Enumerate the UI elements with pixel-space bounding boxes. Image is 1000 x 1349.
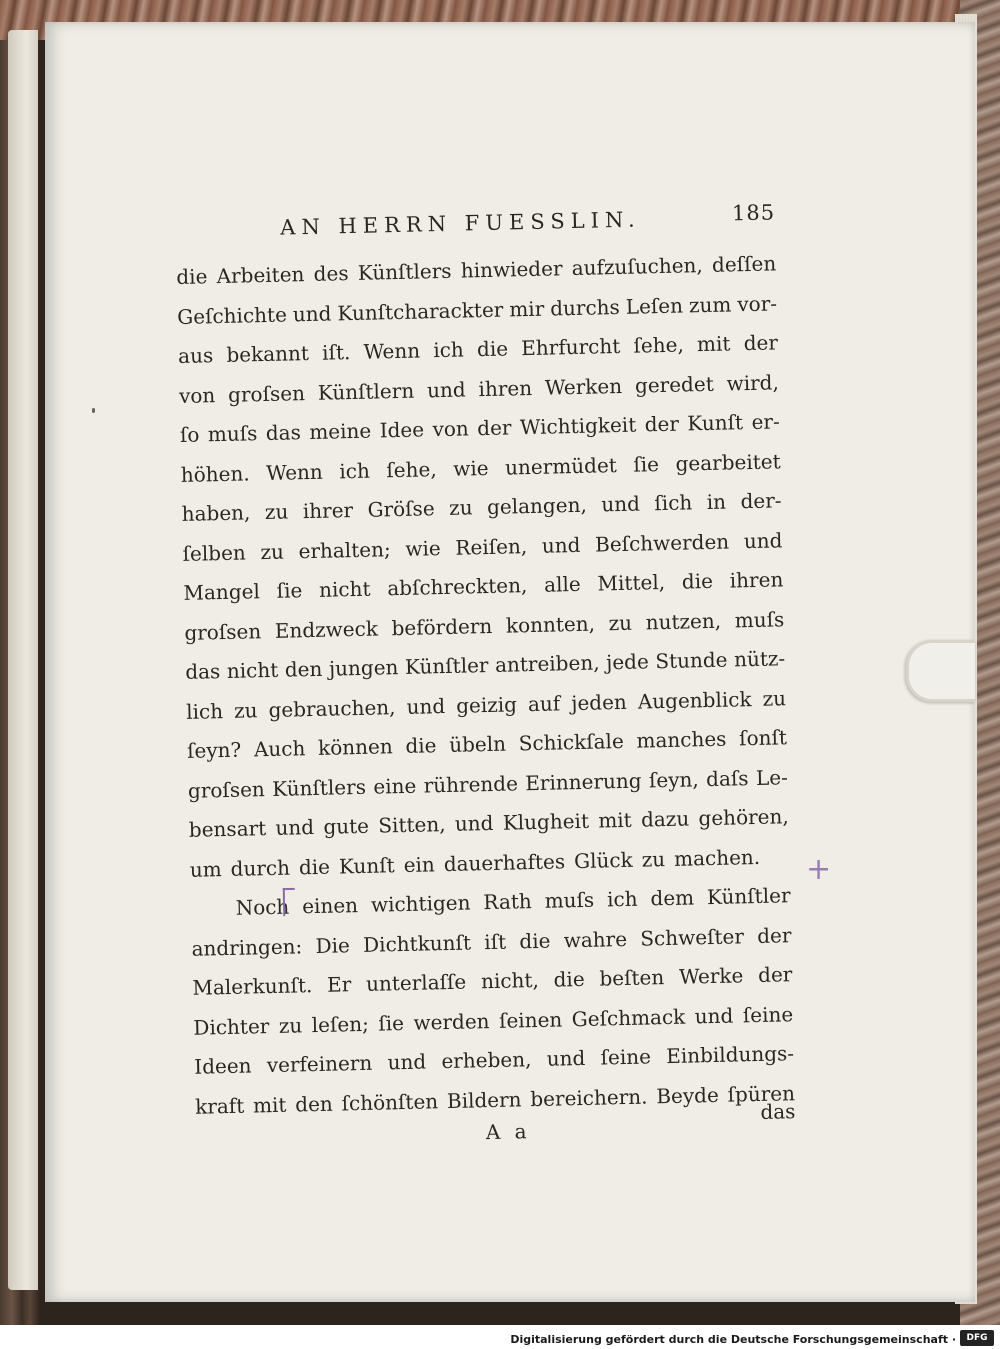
word: er- (751, 409, 780, 434)
word: Augenblick (637, 686, 752, 714)
word: Idee (379, 417, 425, 443)
signature-mark: A a (485, 1119, 531, 1145)
word: die (176, 264, 208, 289)
word: ſie (276, 578, 303, 603)
word: jede (605, 649, 650, 675)
word: Künſtlers (271, 774, 367, 801)
word: nicht (318, 576, 371, 602)
page-number: 185 (731, 200, 776, 226)
word: wichtigen (370, 890, 471, 917)
word: zu (264, 499, 289, 525)
word: Ehrfurcht (521, 333, 621, 361)
word: durchs (549, 294, 621, 321)
word: Sitten, (378, 812, 446, 838)
word: durch (230, 855, 291, 881)
word: und (292, 300, 332, 326)
word: Glück (573, 847, 633, 873)
word: der (476, 415, 512, 441)
word: die (553, 966, 585, 992)
word: Geſchmack (571, 1004, 686, 1031)
word: einen (301, 893, 359, 919)
word: ſeyn, (648, 766, 699, 792)
word: ſehe, (633, 332, 685, 358)
word: leſen; (311, 1011, 370, 1037)
word: Werke (678, 963, 744, 989)
word: nutzen, (645, 608, 722, 634)
word: meine (309, 418, 372, 445)
word: gebrauchen, (268, 694, 396, 722)
word: wie (405, 535, 441, 561)
word: ihrer (302, 498, 354, 524)
word: erhalten; (298, 536, 391, 563)
word: nütz- (733, 646, 786, 672)
word: und (601, 491, 641, 517)
word: vor- (737, 290, 778, 316)
word: ſich (654, 490, 693, 516)
text-block (175, 200, 796, 1170)
word: groſsen (184, 618, 262, 645)
word: mit (252, 1092, 287, 1117)
word: Endzweck (274, 616, 379, 643)
word: Malerkunſt. (192, 973, 313, 1000)
word: muſs (207, 421, 258, 447)
word: iſt. (321, 340, 351, 365)
word: groſsen (187, 776, 266, 803)
word: gelangen, (486, 492, 588, 519)
word: Künſtlern (317, 378, 415, 405)
word: ich (433, 337, 465, 363)
word: Er (326, 972, 352, 997)
word: übeln (448, 731, 507, 757)
word: ſchönſten (341, 1088, 439, 1115)
word: Künſtler (404, 653, 489, 679)
word: antreiben, (494, 650, 600, 677)
word: Rath (483, 889, 533, 915)
word: groſsen (227, 380, 306, 407)
word: lich (185, 698, 224, 724)
word: zu (762, 685, 787, 711)
word: die (681, 568, 714, 594)
word: Le- (755, 764, 789, 790)
word: manches (636, 726, 727, 753)
word: machen. (673, 844, 761, 871)
left-page-edge (8, 30, 38, 1290)
word: mir (509, 296, 545, 321)
word: ſeinen (498, 1006, 563, 1033)
word: den (284, 656, 323, 682)
word: wird, (726, 369, 780, 396)
word: von (432, 416, 470, 442)
word: um (189, 856, 222, 882)
word: das (265, 420, 302, 445)
word: Gröſse (367, 496, 435, 522)
word: abſchreckten, (387, 573, 528, 601)
word: Mangel (183, 579, 261, 605)
word: auf (527, 690, 561, 716)
margin-plus-annotation: + (806, 852, 832, 887)
word: mit (696, 331, 731, 357)
word: zu (641, 846, 666, 872)
word: Schweſter (640, 923, 745, 951)
word: der (644, 411, 680, 437)
word: jungen (328, 655, 399, 681)
word: werden (413, 1008, 490, 1035)
word: ſo (179, 422, 200, 447)
word: aufzuſuchen, (571, 253, 704, 281)
word: ſeine (742, 1001, 794, 1027)
word: Bildern (446, 1086, 522, 1113)
word: unterlaſſe (365, 969, 467, 996)
word: aus (177, 343, 214, 368)
word: bereichern. (530, 1084, 648, 1111)
word: konnten, (505, 611, 596, 638)
word: bekannt (226, 341, 310, 367)
word: Klugheit (502, 808, 590, 835)
word: dauerhaftes (443, 848, 566, 876)
body-text (176, 244, 796, 1126)
word: und (454, 810, 494, 836)
ink-speck (92, 408, 95, 413)
word: verfeinern (266, 1050, 373, 1078)
word: nicht, (480, 967, 540, 994)
word: zu (278, 1012, 303, 1038)
word: Erinnerung (525, 768, 642, 795)
word: der (743, 330, 779, 356)
word: eine (373, 773, 417, 799)
word: und (387, 1049, 427, 1075)
word: hinwieder (460, 256, 563, 283)
word: andringen: (191, 933, 303, 961)
word: der (756, 922, 792, 948)
word: der (757, 962, 793, 987)
word: Kunſtcharackter (337, 297, 504, 325)
catchword: das (760, 1099, 796, 1124)
word: Mittel, (597, 569, 666, 596)
word: Leſen (625, 293, 684, 319)
word: bensart (188, 816, 267, 842)
word: zu (233, 697, 258, 723)
word: Kunſt (338, 852, 395, 878)
word: gearbeitet (675, 448, 781, 476)
word: muſs (544, 887, 595, 913)
word: Arbeiten (216, 262, 305, 289)
word: Schickſale (518, 728, 625, 756)
word: ihren (478, 375, 533, 401)
word: rührende (423, 770, 519, 798)
word: erheben, (441, 1047, 532, 1074)
word: die (405, 733, 437, 758)
word: Geſchichte (176, 301, 288, 329)
word: beſten (599, 965, 665, 991)
word: deſſen (711, 251, 777, 277)
paper-clip (906, 640, 975, 702)
word: Wichtigkeit (519, 412, 637, 440)
word: alle (543, 571, 581, 597)
word: von (178, 382, 216, 408)
word: zum (688, 291, 732, 317)
word: Kunſt (687, 410, 744, 436)
word: die (476, 336, 509, 362)
word: Werken (544, 373, 623, 400)
word: Wenn (265, 459, 324, 485)
running-title: AN HERRN FUESSLIN. (279, 207, 641, 240)
word: geredet (634, 371, 714, 398)
word: ich (339, 458, 371, 483)
word: ſpüren (727, 1080, 796, 1107)
word: ihren (729, 567, 784, 593)
word: und (406, 693, 446, 719)
word: dazu (640, 806, 690, 832)
word: die (298, 854, 331, 879)
word: geizig (455, 691, 518, 718)
word: nicht (226, 657, 279, 683)
word: höhen. (180, 460, 250, 487)
digitization-credit: Digitalisierung gefördert durch die Deutsche Forschungsgemeinschaft · (510, 1333, 956, 1346)
word: zu (448, 495, 473, 520)
word: ſonſt (738, 725, 788, 751)
word: zu (260, 539, 285, 564)
word: ich (606, 886, 638, 912)
word: und (694, 1003, 734, 1028)
margin-bracket-annotation (283, 888, 295, 916)
word: haben, (181, 500, 251, 526)
word: ſie (633, 451, 660, 477)
word: wahre (563, 926, 628, 952)
word: der- (740, 488, 782, 514)
word: muſs (734, 606, 785, 632)
word: ſeyn? (186, 737, 242, 763)
word: ſie (378, 1010, 405, 1036)
word: Künſtlers (357, 258, 452, 285)
word: zu (608, 610, 633, 635)
word: und (743, 527, 783, 553)
word: kraft (194, 1093, 245, 1119)
word: Wenn (363, 338, 421, 364)
word: Noch (235, 894, 290, 920)
word: unermüdet (504, 452, 618, 480)
word: Reiſen, (455, 533, 528, 560)
word: die (519, 928, 551, 953)
word: wie (452, 455, 489, 481)
word: das (185, 659, 221, 684)
word: iſt (483, 929, 507, 954)
word: und (541, 532, 581, 558)
word: mit (598, 807, 632, 833)
word: gute (323, 813, 370, 839)
dfg-logo: DFG (960, 1330, 994, 1346)
word: Die (315, 932, 351, 958)
word: dem (650, 885, 695, 911)
word: Dichtkunſt (362, 929, 472, 957)
word: Künſtler (706, 883, 791, 910)
word: Beſchwerden (594, 529, 730, 557)
word: des (313, 261, 349, 286)
word: Auch (253, 736, 306, 762)
word: jeden (570, 689, 628, 715)
word: und (546, 1045, 586, 1071)
word: befördern (391, 613, 493, 640)
word: Ideen (193, 1053, 252, 1079)
word: Stunde (655, 647, 728, 674)
word: ſelben (182, 539, 247, 566)
word: können (317, 734, 393, 760)
word: Einbildungs- (665, 1041, 795, 1069)
word: ſeine (600, 1044, 652, 1070)
word: daſs (705, 765, 749, 791)
word: Beyde (656, 1082, 720, 1108)
word: Dichter (193, 1013, 270, 1040)
word: gehören, (698, 804, 789, 831)
word: den (294, 1091, 334, 1116)
word: und (426, 376, 466, 402)
word: ein (403, 851, 436, 877)
word: ſehe, (386, 456, 437, 482)
word: in (706, 489, 727, 515)
word: und (275, 815, 315, 840)
